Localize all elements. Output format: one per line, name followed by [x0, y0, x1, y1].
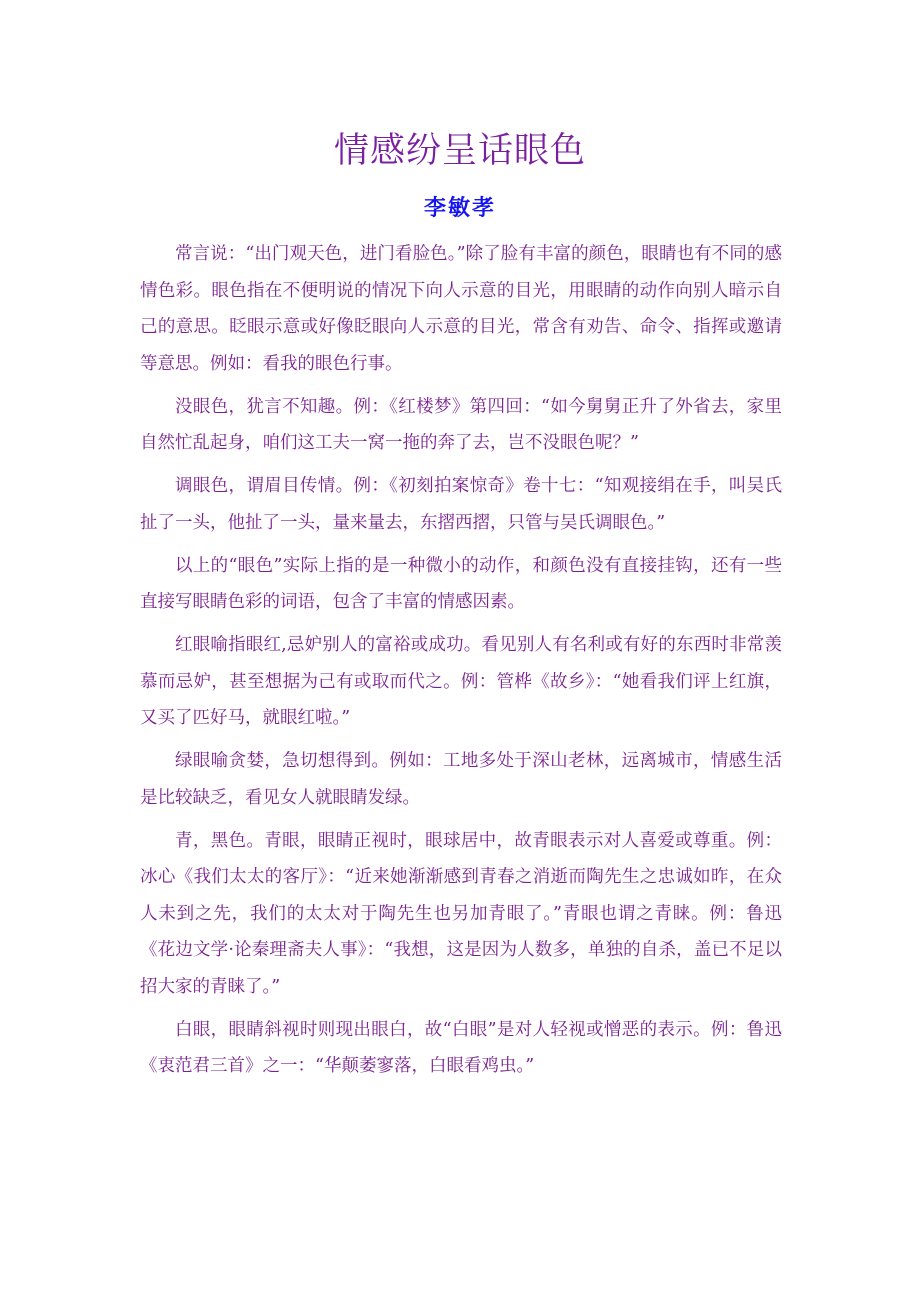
paragraph: 以上的“眼色”实际上指的是一种微小的动作，和颜色没有直接挂钩，还有一些直接写眼睛色彩的词语，包含了丰富的情感因素。 [140, 555, 782, 612]
paragraph: 白眼，眼睛斜视时则现出眼白，故“白眼”是对人轻视或憎恶的表示。例：鲁迅《衷范君三首》之一：“华颠萎寥落，白眼看鸡虫。” [140, 1019, 782, 1076]
paragraph: 红眼喻指眼红,忌妒别人的富裕或成功。看见别人有名利或有好的东西时非常羡慕而忌妒，甚至想据为己有或取而代之。例：管桦《故乡》：“她看我们评上红旗，又买了匹好马，就眼红啦。” [140, 635, 782, 728]
document-title: 情感纷呈话眼色 [333, 131, 586, 171]
paragraph: 没眼色，犹言不知趣。例：《红楼梦》第四回：“如今舅舅正升了外省去，家里自然忙乱起身，咱们这工夫一窝一拖的奔了去，岂不没眼色呢？” [140, 396, 782, 453]
document-body [140, 236, 782, 1091]
paragraph: 青，黑色。青眼，眼睛正视时，眼球居中，故青眼表示对人喜爱或尊重。例：冰心《我们太太的客厅》：“近来她渐渐感到青春之消逝而陶先生之忠诚如昨，在众人未到之先，我们的太太对于陶先生也另加青眼了。”青眼也谓之青睐。例：鲁迅《花边文学·论秦理斋夫人事》：“我想，这是因为人数多，单独的自杀，盖已不足以招大家的青睐了。” [140, 830, 782, 997]
paragraph: 绿眼喻贪婪，急切想得到。例如：工地多处于深山老林，远离城市，情感生活是比较缺乏，看见女人就眼睛发绿。 [140, 751, 782, 808]
document-author: 李敏孝 [423, 195, 496, 221]
paragraph: 常言说：“出门观天色，进门看脸色。”除了脸有丰富的颜色，眼睛也有不同的感情色彩。眼色指在不便明说的情况下向人示意的目光，用眼睛的动作向别人暗示自己的意思。眨眼示意或好像眨眼向人示意的目光，常含有劝告、命令、指挥或邀请等意思。例如：看我的眼色行事。 [140, 244, 782, 374]
paragraph: 调眼色，谓眉目传情。例：《初刻拍案惊奇》卷十七：“知观接绢在手，叫吴氏扯了一头，他扯了一头，量来量去，东摺西摺，只管与吴氏调眼色。” [140, 476, 782, 533]
